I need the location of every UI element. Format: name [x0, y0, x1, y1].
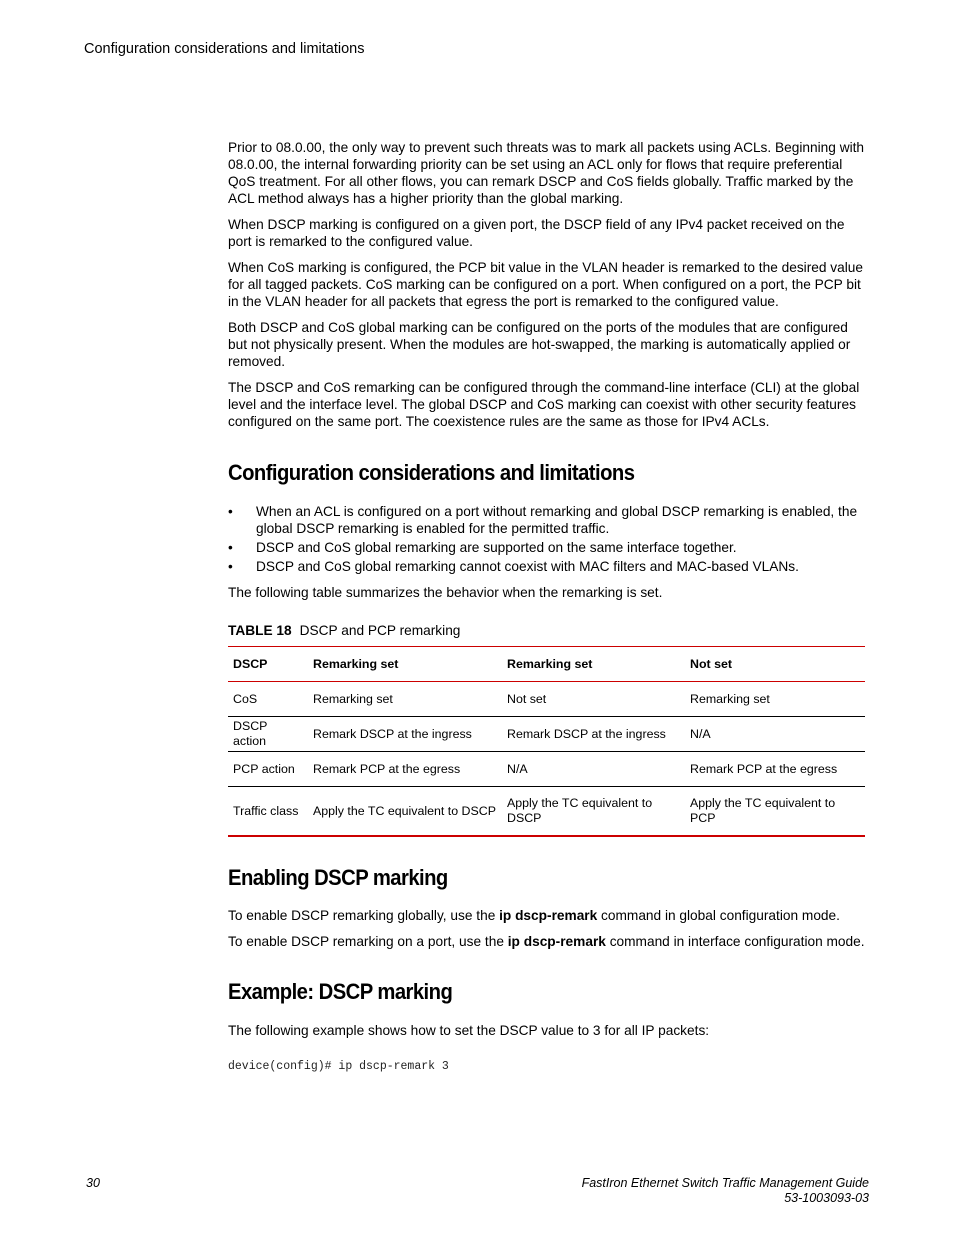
table-cell: Remark PCP at the egress — [308, 752, 502, 787]
page-content — [228, 139, 868, 1073]
table-cell: CoS — [228, 682, 308, 717]
table-cell: Apply the TC equivalent to DSCP — [308, 787, 502, 837]
footer-info — [582, 1176, 869, 1206]
text-span: command in global configuration mode. — [597, 908, 840, 923]
intro-paragraph-4: Both DSCP and CoS global marking can be configured on the ports of the modules that are configured but not physically present. When the modules are hot-swapped, the marking is automatically applied or removed. — [228, 320, 851, 369]
list-item — [228, 539, 868, 556]
text-span: To enable DSCP remarking on a port, use the — [228, 934, 508, 949]
table-cell: N/A — [685, 717, 865, 752]
doc-number: 53-1003093-03 — [784, 1191, 869, 1205]
table-header-cell: DSCP — [228, 647, 308, 682]
table-title: DSCP and PCP remarking — [299, 623, 461, 638]
table-caption — [228, 623, 868, 638]
running-header: Configuration considerations and limitations — [84, 41, 365, 57]
command-name: ip dscp-remark — [499, 908, 598, 923]
enable-global-paragraph — [228, 907, 868, 924]
table-cell: Remarking set — [685, 682, 865, 717]
table-cell: Remark PCP at the egress — [685, 752, 865, 787]
list-item — [228, 558, 868, 575]
enable-port-paragraph — [228, 933, 868, 950]
table-cell: Traffic class — [228, 787, 308, 837]
bullet-text: DSCP and CoS global remarking are supported on the same interface together. — [256, 540, 737, 555]
list-item — [228, 503, 868, 537]
table-cell: Apply the TC equivalent to DSCP — [502, 787, 685, 837]
table-row — [228, 787, 865, 837]
example-heading: Example: DSCP marking — [228, 979, 453, 1004]
config-considerations-heading: Configuration considerations and limitations — [228, 460, 635, 485]
code-example: device(config)# ip dscp-remark 3 — [228, 1060, 449, 1073]
enabling-dscp-heading: Enabling DSCP marking — [228, 865, 448, 890]
table-header-cell: Not set — [685, 647, 865, 682]
table-cell: DSCP action — [228, 717, 308, 752]
bullet-icon: • — [228, 540, 233, 555]
intro-paragraph-1: Prior to 08.0.00, the only way to prevent such threats was to mark all packets using ACLs. Beginning with 08.0.00, the internal forwarding priority can be set using an ACL only for flows that require preferential QoS treatment. For all other flows, you can remark DSCP and CoS fields globally. Traffic marked by the ACL method always has a higher priority than the global marking. — [228, 140, 865, 206]
table-cell: PCP action — [228, 752, 308, 787]
table-cell: Apply the TC equivalent to PCP — [685, 787, 865, 837]
bullet-icon: • — [228, 559, 233, 574]
config-bullet-list — [228, 503, 868, 575]
table-header-cell: Remarking set — [502, 647, 685, 682]
intro-paragraph-3: When CoS marking is configured, the PCP bit value in the VLAN header is remarked to the desired value for all tagged packets. CoS marking can be configured on a port. When configured on a port, the PCP bit in the VLAN header for all packets that egress the port is remarked to the configured value. — [228, 260, 864, 309]
table-cell: Remarking set — [308, 682, 502, 717]
intro-paragraph-2: When DSCP marking is configured on a given port, the DSCP field of any IPv4 packet received on the port is remarked to the configured value. — [228, 217, 845, 249]
table-number: TABLE 18 — [228, 623, 292, 638]
table-row — [228, 717, 865, 752]
text-span: To enable DSCP remarking globally, use the — [228, 908, 500, 923]
guide-title: FastIron Ethernet Switch Traffic Management Guide — [581, 1176, 869, 1190]
bullet-text: When an ACL is configured on a port without remarking and global DSCP remarking is enabled, the global DSCP remarking is enabled for the permitted traffic. — [256, 504, 858, 536]
table-row — [228, 682, 865, 717]
table-cell: Remark DSCP at the ingress — [502, 717, 685, 752]
table-header-row — [228, 647, 865, 682]
command-name: ip dscp-remark — [507, 934, 606, 949]
table-header-cell: Remarking set — [308, 647, 502, 682]
table-row — [228, 752, 865, 787]
page-number: 30 — [86, 1176, 100, 1190]
table-summary-paragraph: The following table summarizes the behavior when the remarking is set. — [228, 585, 663, 600]
bullet-text: DSCP and CoS global remarking cannot coexist with MAC filters and MAC-based VLANs. — [256, 559, 799, 574]
table-cell: N/A — [502, 752, 685, 787]
text-span: command in interface configuration mode. — [605, 934, 865, 949]
table-cell: Not set — [502, 682, 685, 717]
dscp-pcp-table — [228, 646, 865, 837]
bullet-icon: • — [228, 504, 233, 519]
intro-paragraph-5: The DSCP and CoS remarking can be configured through the command-line interface (CLI) at the global level and the interface level. The global DSCP and CoS marking can coexist with other security features configured on the same port. The coexistence rules are the same as those for IPv4 ACLs. — [228, 380, 860, 429]
table-cell: Remark DSCP at the ingress — [308, 717, 502, 752]
example-paragraph: The following example shows how to set the DSCP value to 3 for all IP packets: — [228, 1023, 710, 1038]
